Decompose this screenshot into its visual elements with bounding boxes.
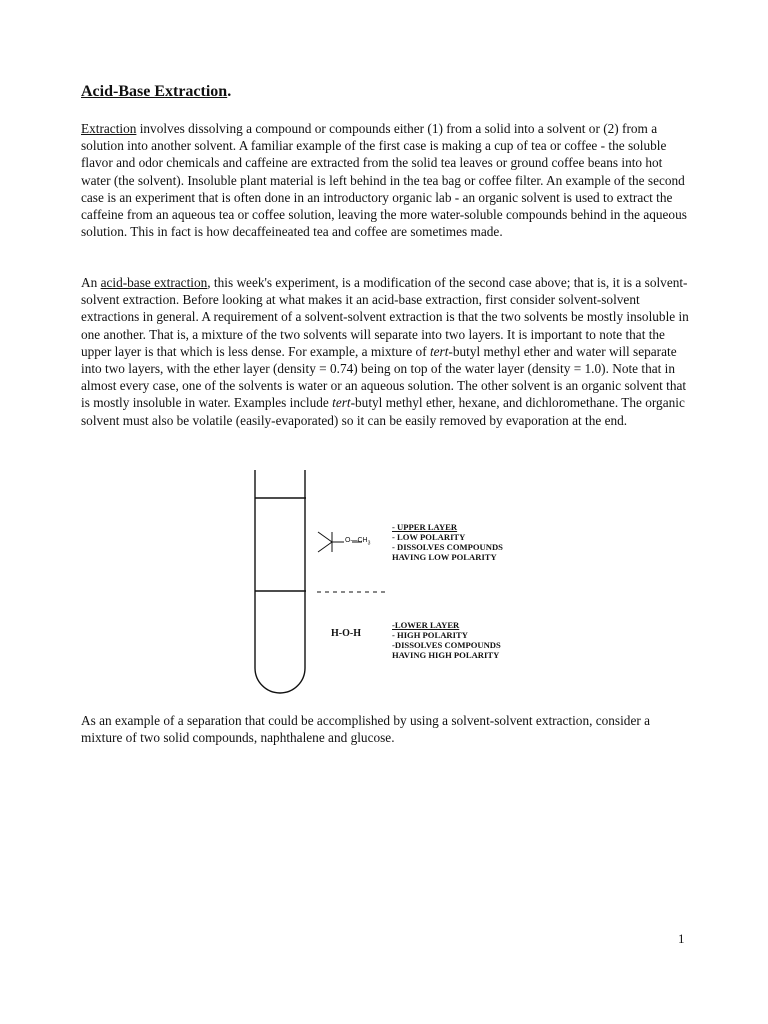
test-tube-outline (255, 470, 305, 693)
title-text: Acid-Base Extraction (81, 83, 228, 100)
test-tube-diagram (240, 468, 540, 708)
paragraph2-text-b: -butyl methyl ether and water will separate into two layers, with the ether layer (density = 0.74) being on top of the water layer (density = 1.0). Note that in almost every case, one of the solvents is water or an aqueous solution. The other solvent is an organic solvent that is mostly insoluble in water. Examples include (81, 343, 687, 411)
term-acid-base-extraction: acid-base extraction (100, 275, 208, 290)
paragraph2-text-a: , this week's experiment, is a modification of the second case above; that is, it is a solvent-solvent extraction. Before looking at what makes it an acid-base extraction, first consider solvent-solvent extractions in general. A requirement of a solvent-solvent extraction is that the two solvents be mostly insoluble in one another. That is, a mixture of the two solvents will separate into two layers. It is important to note that the upper layer is that which is less dense. For example, a mixture of (81, 275, 689, 359)
lower-label-2: -DISSOLVES COMPOUNDS (392, 640, 501, 650)
lower-label-0: -LOWER LAYER (392, 620, 460, 630)
paragraph2-text-c: -butyl methyl ether, hexane, and dichloromethane. The organic solvent must also be volatile (easily-evaporated) so it can be easily removed by evaporation at the end. (81, 395, 685, 428)
ether-formula-label: $O—CH_3$ (345, 537, 371, 547)
document-title (81, 82, 231, 102)
italic-tert-2: tert (332, 395, 351, 411)
ether-methyl: CH (357, 537, 368, 544)
paragraph2-lead: An (81, 275, 101, 290)
page-number: 1 (678, 931, 685, 946)
paragraph-example: As an example of a separation that could be accomplished by using a solvent-solvent extraction, consider a mixture of two solid compounds, naphthalene and glucose. (81, 713, 651, 746)
paragraph-extraction (81, 120, 693, 240)
paragraph1-text: involves dissolving a compound or compounds either (1) from a solid into a solvent or (2) from a solution into another solvent. A familiar example of the first case is making a cup of tea or coffee - the soluble flavor and odor chemicals and caffeine are extracted from the solid tea leaves or ground coffee beans into hot water (the solvent). Insoluble plant material is left behind in the tea bag or coffee filter. An example of the second case is an experiment that is often done in an introductory organic lab - an organic solvent is used to extract the caffeine from an aqueous tea or coffee solution, leaving the more water-soluble compounds behind in the aqueous solution. This in fact is how decaffeineated tea and coffee are sometimes made. (81, 121, 687, 240)
ether-oxygen: O (345, 537, 351, 544)
lower-label-1: - HIGH POLARITY (392, 630, 468, 640)
italic-tert-1: tert (429, 343, 449, 359)
lower-layer-labels (392, 620, 501, 660)
title-period: . (227, 83, 232, 100)
water-formula-label: H-O-H (331, 628, 361, 639)
upper-layer-labels (392, 522, 503, 562)
term-extraction: Extraction (81, 121, 137, 136)
paragraph-acid-base (81, 274, 693, 429)
upper-label-3: HAVING LOW POLARITY (392, 552, 497, 562)
ether-methyl-sub: 3 (367, 540, 371, 547)
upper-label-0: - UPPER LAYER (392, 522, 458, 532)
upper-label-2: - DISSOLVES COMPOUNDS (392, 542, 503, 552)
lower-label-3: HAVING HIGH POLARITY (392, 650, 500, 660)
upper-label-1: - LOW POLARITY (392, 532, 466, 542)
